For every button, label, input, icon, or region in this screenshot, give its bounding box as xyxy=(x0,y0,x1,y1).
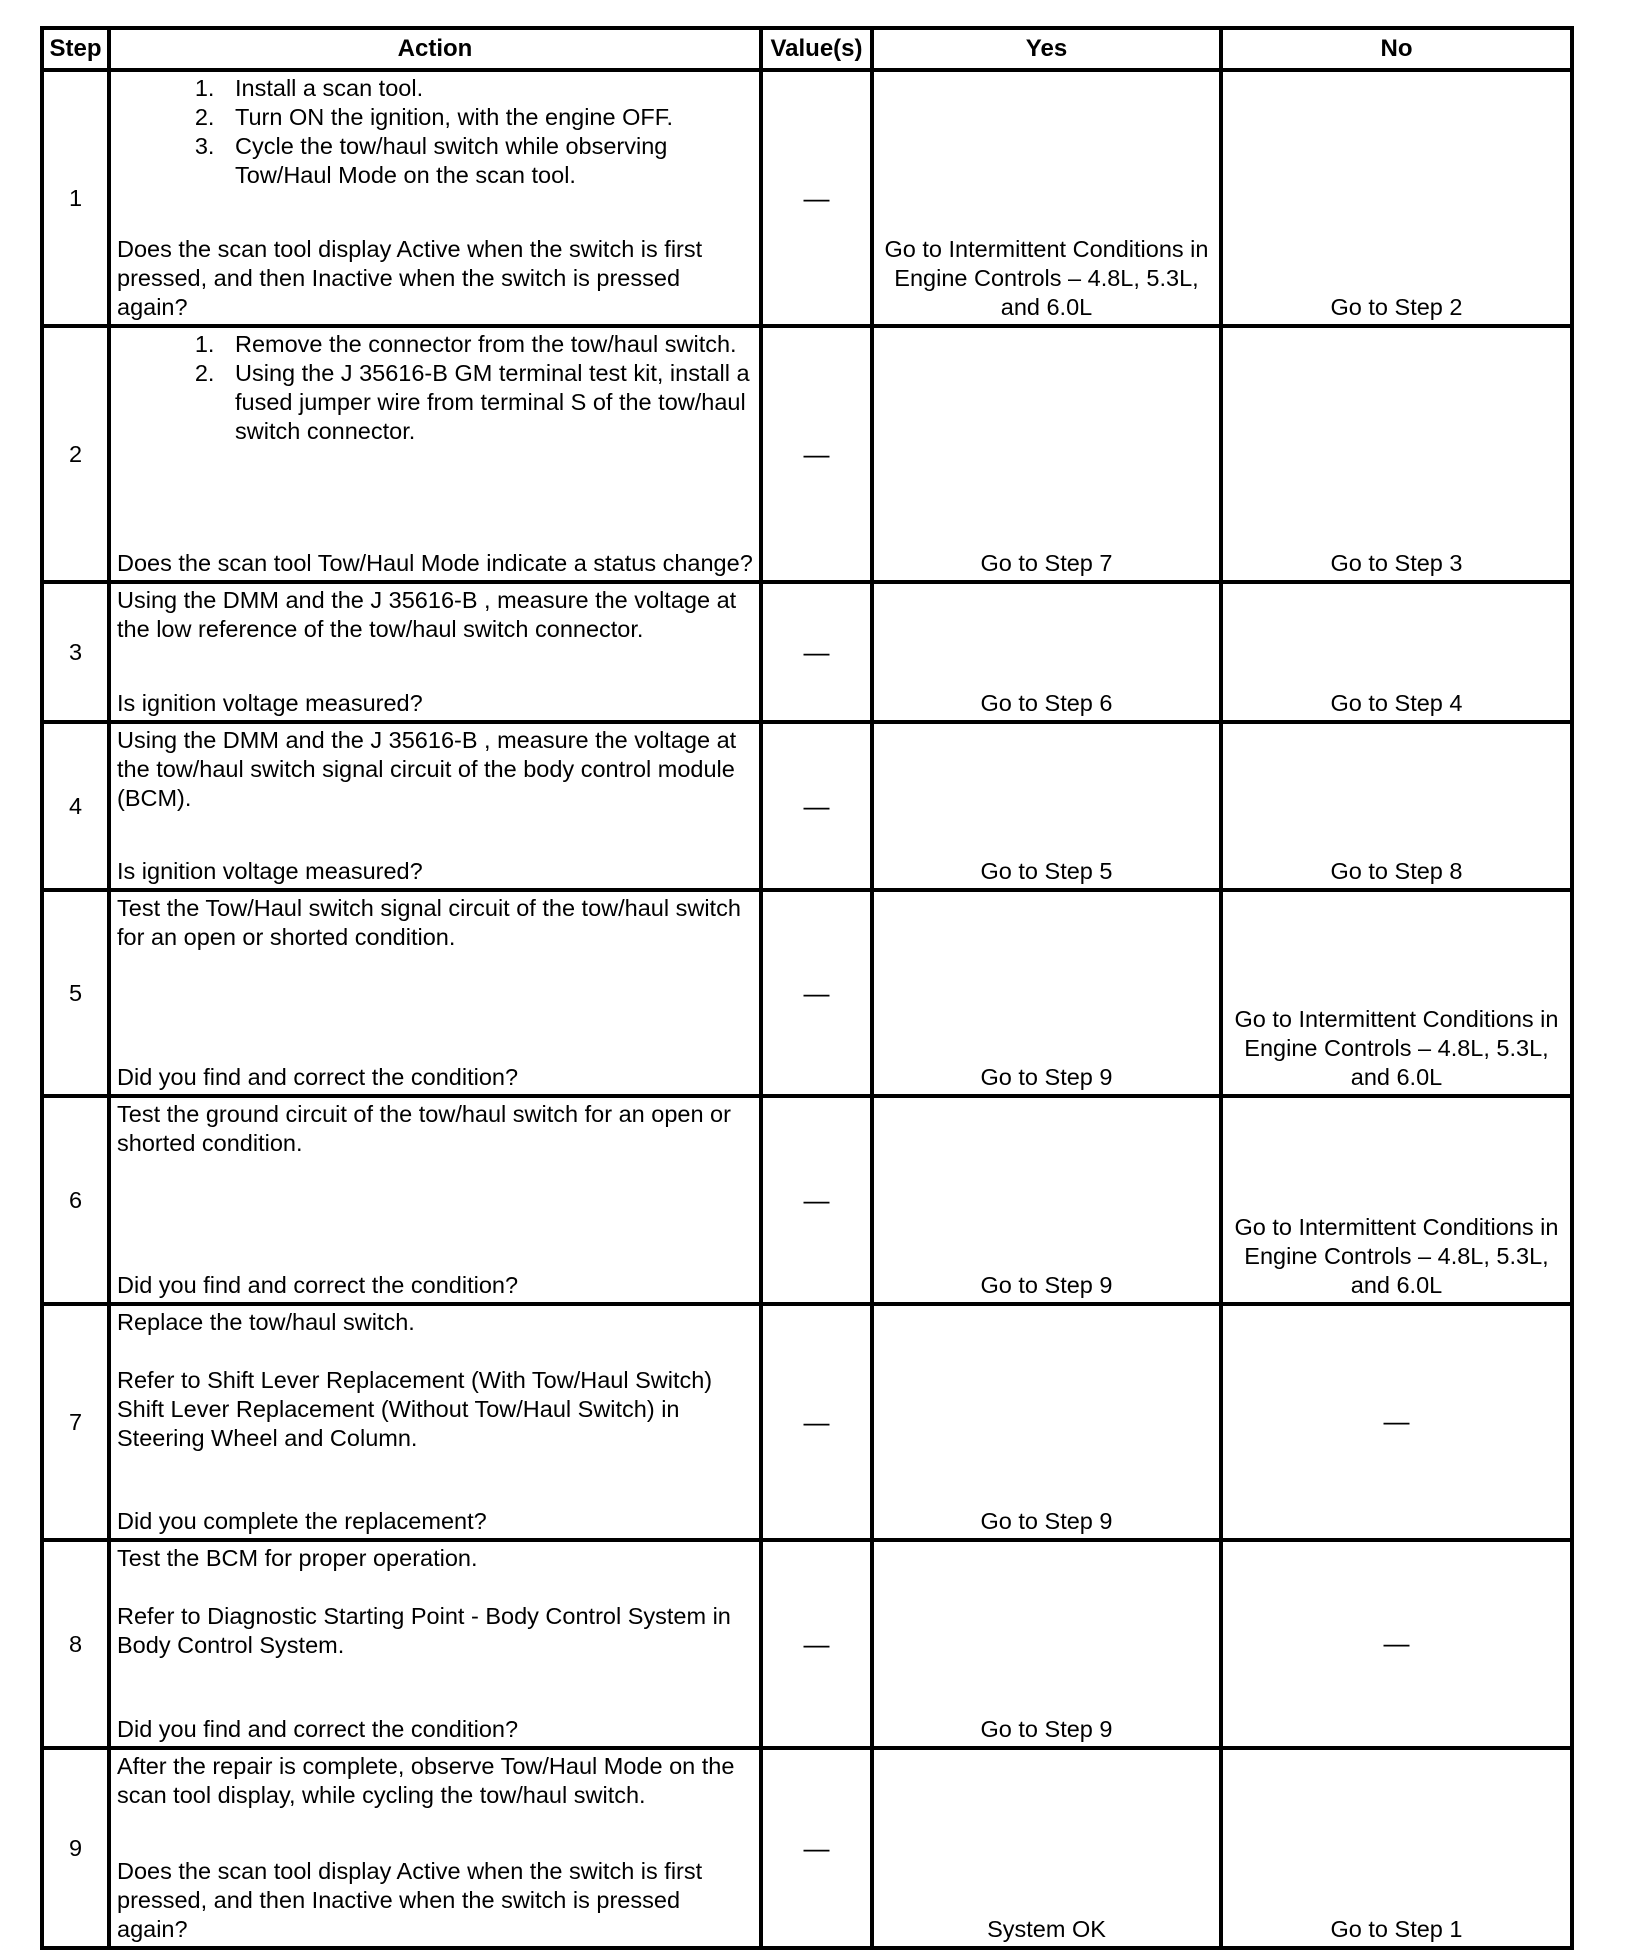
action-question: Does the scan tool Tow/Haul Mode indicate a status change? xyxy=(117,550,753,576)
no-result: Go to Step 2 xyxy=(1221,70,1572,326)
action-step-item: 2. Using the J 35616-B GM terminal test kit, install a fused jumper wire from terminal S of the tow/haul switch connector. xyxy=(221,359,753,446)
yes-result: Go to Step 7 xyxy=(872,326,1221,582)
value-cell: — xyxy=(761,1748,872,1948)
no-result: Go to Step 1 xyxy=(1221,1748,1572,1948)
action-cell xyxy=(109,890,761,1096)
action-cell xyxy=(109,582,761,722)
header-action: Action xyxy=(109,28,761,70)
yes-result: Go to Step 9 xyxy=(872,1540,1221,1748)
action-instruction: Refer to Shift Lever Replacement (With Tow/Haul Switch) Shift Lever Replacement (Without Tow/Haul Switch) in Steering Wheel and Column. xyxy=(117,1367,713,1451)
step-number: 4 xyxy=(42,722,109,890)
step-number: 7 xyxy=(42,1304,109,1540)
yes-result: Go to Step 6 xyxy=(872,582,1221,722)
table-row xyxy=(42,1304,1572,1540)
step-number: 6 xyxy=(42,1096,109,1304)
header-step: Step xyxy=(42,28,109,70)
yes-result: Go to Step 5 xyxy=(872,722,1221,890)
action-cell xyxy=(109,1304,761,1540)
no-result: — xyxy=(1221,1540,1572,1748)
action-instruction: Using the DMM and the J 35616-B , measure the voltage at the low reference of the tow/haul switch connector. xyxy=(117,587,737,642)
value-cell: — xyxy=(761,582,872,722)
value-cell: — xyxy=(761,1540,872,1748)
action-cell xyxy=(109,326,761,582)
action-instruction: Using the DMM and the J 35616-B , measure the voltage at the tow/haul switch signal circuit of the body control module (BCM). xyxy=(117,727,737,811)
action-steps-list xyxy=(117,74,753,190)
action-question: Does the scan tool display Active when the switch is first pressed, and then Inactive when the switch is pressed again? xyxy=(117,1858,703,1942)
action-question: Did you find and correct the condition? xyxy=(117,1272,519,1298)
table-row xyxy=(42,1096,1572,1304)
no-result: Go to Step 3 xyxy=(1221,326,1572,582)
action-instruction: Replace the tow/haul switch. xyxy=(117,1309,415,1335)
action-question: Did you find and correct the condition? xyxy=(117,1716,519,1742)
action-cell xyxy=(109,70,761,326)
action-step-item: 3. Cycle the tow/haul switch while observing Tow/Haul Mode on the scan tool. xyxy=(221,132,753,190)
action-step-item: 2. Turn ON the ignition, with the engine OFF. xyxy=(221,103,753,132)
no-result: Go to Intermittent Conditions in Engine Controls – 4.8L, 5.3L, and 6.0L xyxy=(1221,1096,1572,1304)
action-question: Is ignition voltage measured? xyxy=(117,858,423,884)
action-steps-list xyxy=(117,330,753,446)
value-cell: — xyxy=(761,70,872,326)
diagnostic-table xyxy=(40,26,1574,1950)
step-number: 1 xyxy=(42,70,109,326)
action-cell xyxy=(109,1096,761,1304)
no-result: Go to Intermittent Conditions in Engine Controls – 4.8L, 5.3L, and 6.0L xyxy=(1221,890,1572,1096)
action-question: Did you complete the replacement? xyxy=(117,1508,487,1534)
header-no: No xyxy=(1221,28,1572,70)
step-number: 9 xyxy=(42,1748,109,1948)
table-row xyxy=(42,890,1572,1096)
value-cell: — xyxy=(761,1304,872,1540)
action-cell xyxy=(109,722,761,890)
action-cell xyxy=(109,1748,761,1948)
action-instruction: Refer to Diagnostic Starting Point - Body Control System in Body Control System. xyxy=(117,1603,731,1658)
no-result: Go to Step 8 xyxy=(1221,722,1572,890)
header-yes: Yes xyxy=(872,28,1221,70)
action-instruction: Test the BCM for proper operation. xyxy=(117,1545,478,1571)
yes-result: System OK xyxy=(872,1748,1221,1948)
value-cell: — xyxy=(761,1096,872,1304)
action-instruction: Test the ground circuit of the tow/haul switch for an open or shorted condition. xyxy=(117,1101,731,1156)
action-step-item: 1. Remove the connector from the tow/haul switch. xyxy=(221,330,753,359)
header-values: Value(s) xyxy=(761,28,872,70)
table-row xyxy=(42,722,1572,890)
table-row xyxy=(42,1540,1572,1748)
value-cell: — xyxy=(761,890,872,1096)
table-row xyxy=(42,1748,1572,1948)
table-row xyxy=(42,582,1572,722)
step-number: 3 xyxy=(42,582,109,722)
action-question: Did you find and correct the condition? xyxy=(117,1064,519,1090)
step-number: 5 xyxy=(42,890,109,1096)
yes-result: Go to Step 9 xyxy=(872,1096,1221,1304)
step-number: 8 xyxy=(42,1540,109,1748)
yes-result: Go to Step 9 xyxy=(872,890,1221,1096)
no-result: — xyxy=(1221,1304,1572,1540)
table-row xyxy=(42,70,1572,326)
yes-result: Go to Step 9 xyxy=(872,1304,1221,1540)
action-cell xyxy=(109,1540,761,1748)
action-question: Is ignition voltage measured? xyxy=(117,690,423,716)
table-row xyxy=(42,326,1572,582)
action-step-item: 1. Install a scan tool. xyxy=(221,74,753,103)
value-cell: — xyxy=(761,722,872,890)
action-instruction: Test the Tow/Haul switch signal circuit of the tow/haul switch for an open or shorted condition. xyxy=(117,895,741,950)
value-cell: — xyxy=(761,326,872,582)
action-question: Does the scan tool display Active when the switch is first pressed, and then Inactive when the switch is pressed again? xyxy=(117,236,703,320)
header-row xyxy=(42,28,1572,70)
yes-result: Go to Intermittent Conditions in Engine Controls – 4.8L, 5.3L, and 6.0L xyxy=(872,70,1221,326)
step-number: 2 xyxy=(42,326,109,582)
action-instruction: After the repair is complete, observe Tow/Haul Mode on the scan tool display, while cycling the tow/haul switch. xyxy=(117,1753,735,1808)
no-result: Go to Step 4 xyxy=(1221,582,1572,722)
